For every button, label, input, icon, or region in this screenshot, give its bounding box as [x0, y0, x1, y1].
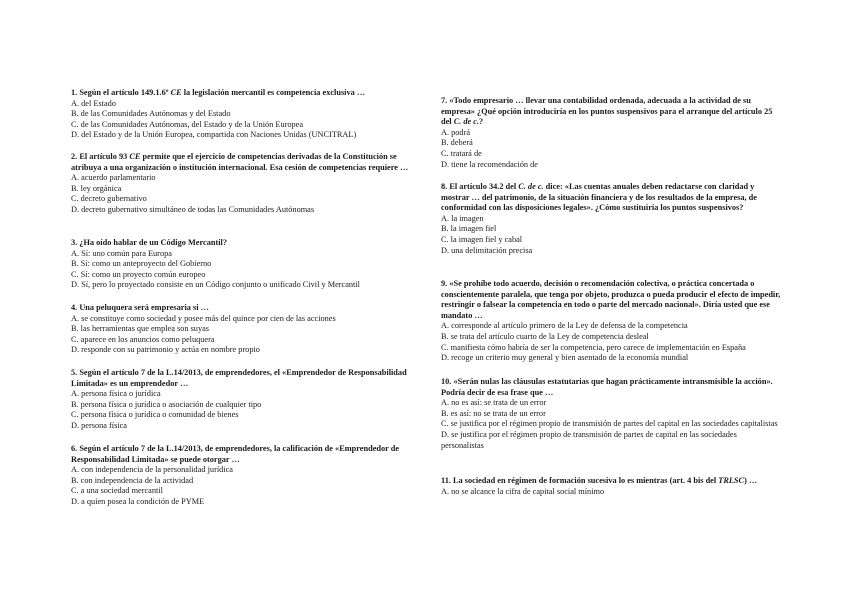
answer-option: A. Sí: uno común para Europa: [71, 248, 172, 258]
answer-option: B. se trata del artículo cuarto de la Ley de competencia desleal: [441, 331, 649, 341]
question-text: Según el artículo 7 de la L.14/2013, de emprendedores, el «Emprendedor de Responsabilidad Limitada» es un emprendedor …: [71, 368, 407, 388]
question-text: «Serán nulas las cláusulas estatutarias que hagan prácticamente intransmisible la acción». Podría decir de esa frase que …: [441, 377, 773, 397]
question-text: ¿Ha oído hablar de un Código Mercantil?: [79, 238, 227, 247]
answer-option: D. tiene la recomendación de: [441, 159, 538, 169]
question-text: la legislación mercantil es competencia exclusiva …: [181, 88, 366, 97]
answer-option: C. manifiesta cómo habría de ser la competencia, pero carece de implementación en España: [441, 342, 746, 352]
answer-option: A. no es así: se trata de un error: [441, 398, 547, 408]
question-stem: [71, 88, 411, 99]
italic-reference: C. de c.: [453, 117, 480, 127]
question-number: 5.: [71, 368, 78, 377]
question-stem: [441, 377, 781, 398]
question-10: [441, 377, 781, 451]
answer-option: D. del Estado y de la Unión Europea, compartida con Naciones Unidas (UNCITRAL): [71, 130, 357, 140]
answer-option: A. acuerdo parlamentario: [71, 173, 156, 183]
answer-option: B. deberá: [441, 138, 473, 148]
question-stem: [71, 303, 411, 314]
question-11: [441, 476, 781, 497]
question-number: 8.: [441, 182, 448, 191]
answer-option: A. corresponde al artículo primero de la Ley de defensa de la competencia: [441, 321, 688, 331]
question-7: [441, 96, 781, 170]
italic-reference: CE: [129, 152, 141, 161]
italic-reference: CE: [170, 88, 182, 97]
question-6: [71, 444, 411, 508]
answer-option: D. responde con su patrimonio y actúa en nombre propio: [71, 345, 260, 355]
answer-option: C. decreto gubernativo: [71, 194, 147, 204]
question-stem: [441, 96, 781, 128]
question-2: [71, 152, 411, 216]
question-number: 11.: [441, 476, 451, 485]
answer-option: A. del Estado: [71, 98, 116, 108]
question-text: El artículo 93: [79, 152, 130, 161]
question-number: 4.: [71, 303, 78, 312]
answer-option: A. no se alcance la cifra de capital social mínimo: [441, 486, 605, 496]
question-stem: [441, 279, 781, 321]
answer-option: C. se justifica por el régimen propio de transmisión de partes del capital en las sociedades capitalistas: [441, 419, 778, 429]
answer-option: D. Sí, pero lo proyectado consiste en un Código conjunto o unificado Civil y Mercantil: [71, 280, 360, 290]
answer-option: A. se constituye como sociedad y posee más del quince por cien de las acciones: [71, 313, 336, 323]
question-number: 6.: [71, 444, 78, 453]
question-stem: [441, 476, 781, 487]
answer-option: D. se justifica por el régimen propio de transmisión de partes de capital en las sociedades personalistas: [441, 429, 737, 450]
question-text: Una peluquera será empresaria si …: [79, 303, 209, 312]
answer-option: C. tratará de: [441, 148, 482, 158]
answer-option: D. una delimitación precisa: [441, 245, 533, 255]
question-stem: [71, 152, 411, 173]
question-text: dice: «Las cuentas anuales deben redactarse con claridad y mostrar … del patrimonio, de la situación financiera y de los resultados de la empresa, de conformidad con las disposiciones legales». ¿Cómo sustituiría los puntos suspensivos?: [441, 182, 757, 213]
question-number: 10.: [441, 377, 452, 386]
answer-option: B. ley orgánica: [71, 183, 122, 193]
italic-reference: C. de c.: [518, 182, 544, 191]
answer-option: B. Sí: como un anteproyecto del Gobierno: [71, 259, 212, 269]
answer-option: C. aparece en los anuncios como peluquera: [71, 334, 215, 344]
question-number: 9.: [441, 279, 448, 288]
answer-option: C. persona física o jurídica o comunidad de bienes: [71, 410, 239, 420]
question-stem: [71, 238, 411, 249]
question-text: «Se prohíbe todo acuerdo, decisión o recomendación colectiva, o práctica concertada o conscientemente paralela, que tenga por objeto, produzca o pueda producir el efecto de impedir, restringir o falsear la competencia en todo o parte del mercado nacional». Diría usted que ese mandato …: [441, 279, 781, 320]
question-stem: [441, 182, 781, 214]
answer-option: C. Sí: como un proyecto común europeo: [71, 269, 206, 279]
question-4: [71, 303, 411, 356]
question-9: [441, 279, 781, 364]
answer-option: A. la imagen: [441, 213, 484, 223]
italic-reference: TRLSC: [718, 476, 745, 485]
question-number: 3.: [71, 238, 78, 247]
answer-option: D. persona física: [71, 420, 127, 430]
answer-option: C. a una sociedad mercantil: [71, 486, 163, 496]
answer-option: A. con independencia de la personalidad jurídica: [71, 465, 233, 475]
question-text: ) …: [744, 476, 758, 485]
answer-option: B. es así: no se trata de un error: [441, 408, 546, 418]
answer-option: D. recoge un criterio muy general y bien asentado de la economía mundial: [441, 353, 689, 363]
answer-option: B. de las Comunidades Autónomas y del Estado: [71, 109, 231, 119]
answer-option: B. las herramientas que emplea son suyas: [71, 324, 210, 334]
question-text: Según el artículo 7 de la L.14/2013, de emprendedores, la calificación de «Emprendedor de Responsabilidad Limitada» se puede otorgar …: [71, 444, 400, 464]
answer-option: A. persona física o jurídica: [71, 389, 161, 399]
question-number: 2.: [71, 152, 78, 161]
question-text: La sociedad en régimen de formación sucesiva lo es mientras (art. 4 bis del: [453, 476, 719, 485]
question-text: ?: [479, 117, 484, 127]
answer-option: D. decreto gubernativo simultáneo de todas las Comunidades Autónomas: [71, 204, 315, 214]
question-1: [71, 88, 411, 141]
question-number: 1.: [71, 88, 78, 97]
answer-option: B. con independencia de la actividad: [71, 475, 194, 485]
question-text: «Todo empresario … llevar una contabilidad ordenada, adecuada a la actividad de su empresa» ¿Qué opción introduciría en los puntos suspensivos para el arranque del artículo 25 del: [441, 96, 773, 127]
answer-option: D. a quien posea la condición de PYME: [71, 496, 205, 506]
answer-option: A. podrá: [441, 127, 471, 137]
question-text: El artículo 34.2 del: [449, 182, 519, 191]
answer-option: C. de las Comunidades Autónomas, del Estado y de la Unión Europea: [71, 119, 304, 129]
question-3: [71, 238, 411, 291]
question-number: 7.: [441, 96, 448, 105]
question-text: Según el artículo 149.1.6º: [79, 88, 171, 97]
answer-option: B. persona física o jurídica o asociación de cualquier tipo: [71, 399, 262, 409]
answer-option: B. la imagen fiel: [441, 224, 497, 234]
question-stem: [71, 368, 411, 389]
question-5: [71, 368, 411, 432]
answer-option: C. la imagen fiel y cabal: [441, 234, 523, 244]
question-text: permite que el ejercicio de competencias derivadas de la Constitución se atribuya a una organización o institución internacional. Esa cesión de competencias requiere …: [71, 152, 409, 172]
question-stem: [71, 444, 411, 465]
question-8: [441, 182, 781, 256]
